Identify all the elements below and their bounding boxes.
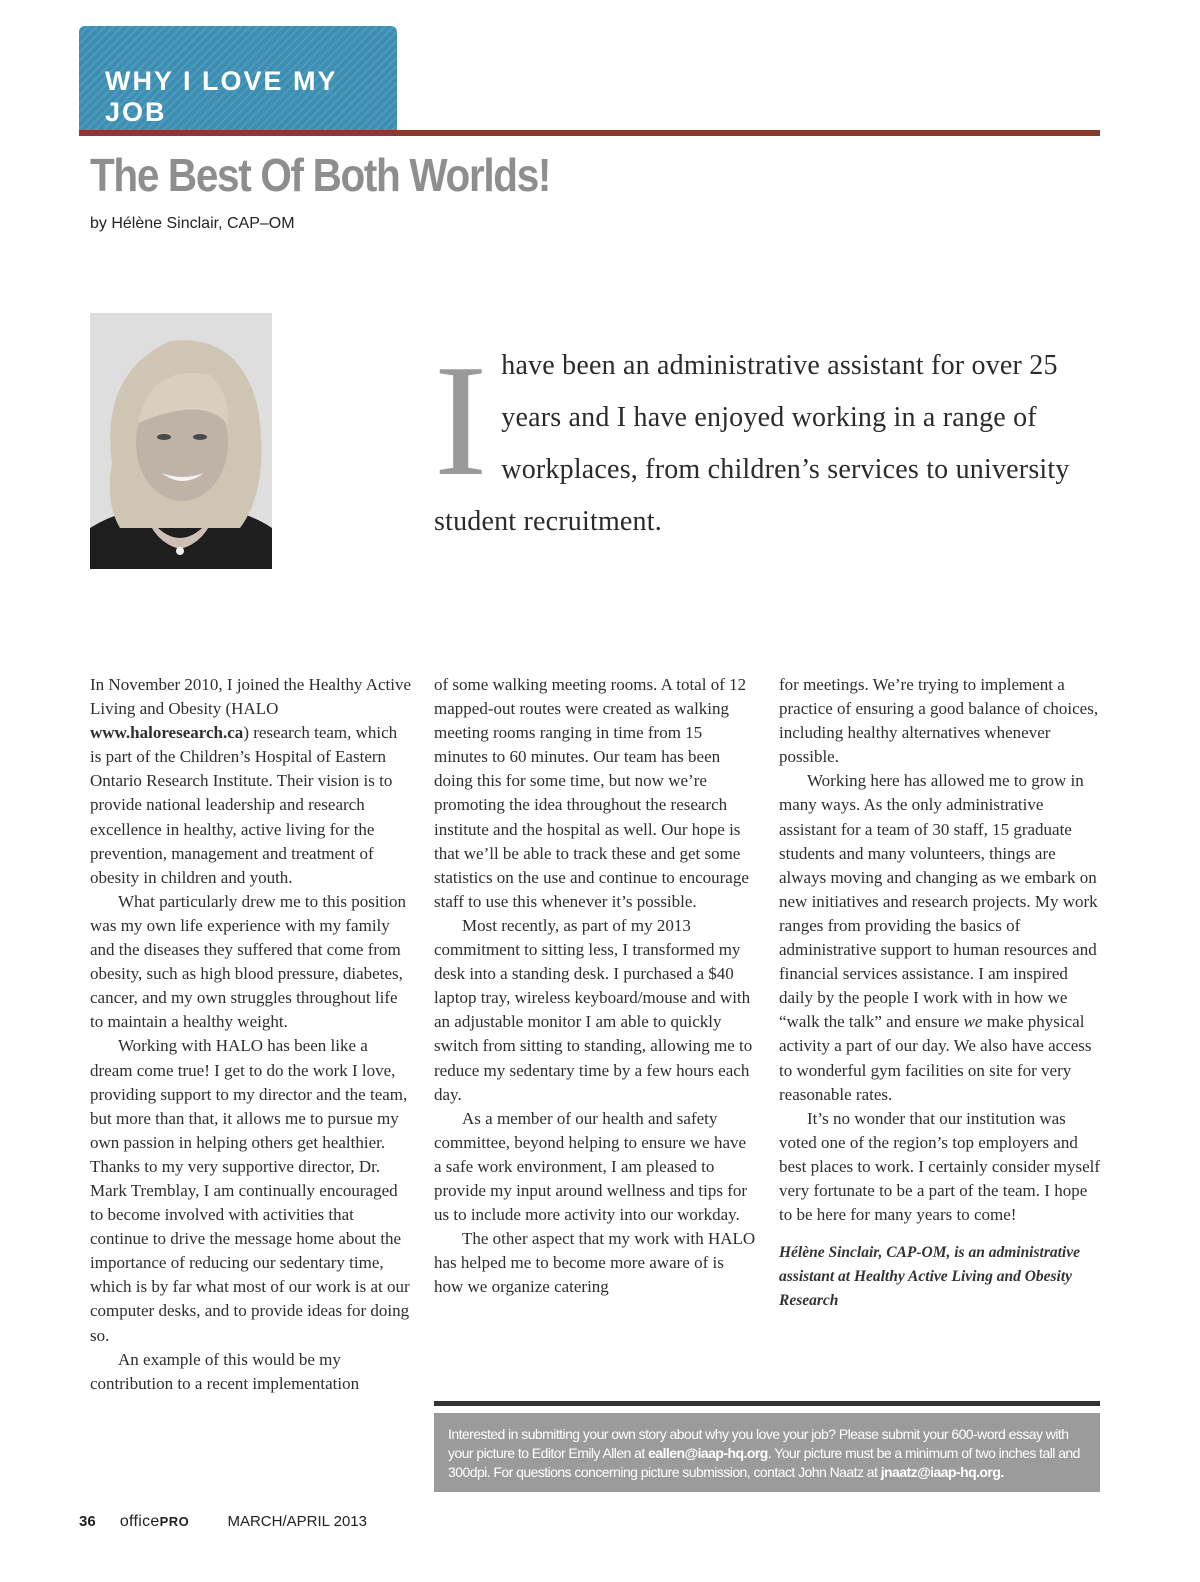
paragraph: for meetings. We’re trying to implement a practice of ensuring a good balance of choices, including healthy alternatives whenever possible. <box>779 675 1099 767</box>
contact-email-link[interactable]: jnaatz@iaap-hq.org. <box>880 1464 1004 1480</box>
callout-rule <box>434 1401 1100 1406</box>
paragraph: What particularly drew me to this position was my own life experience with my family and the diseases they suffered that come from obesity, such as high blood pressure, diabetes, cancer, and my own struggles throughout life to maintain a healthy weight. <box>90 891 406 1032</box>
drop-cap: I <box>434 331 488 509</box>
section-tab <box>79 26 397 130</box>
header-rule <box>79 130 1100 136</box>
page-footer <box>79 1513 367 1531</box>
issue-date: MARCH/APRIL 2013 <box>227 1513 367 1530</box>
paragraph: Working here has allowed me to grow in many ways. As the only administrative assistant for a team of 30 staff, 15 graduate students and many volunteers, things are always moving and changing as we embark on new initiatives and research projects. My work ranges from providing the basics of administrative support to human resources and financial services assistance. I am inspired daily by the people I work with in how we “walk the talk” and ensure we make physical activity a part of our day. We also have access to wonderful gym facilities on site for very reasonable rates. <box>779 771 1098 1104</box>
paragraph: Most recently, as part of my 2013 commitment to sitting less, I transformed my desk into a standing desk. I purchased a $40 laptop tray, wireless keyboard/mouse and with an adjustable monitor I am able to quickly switch from sitting to standing, allowing me to reduce my sedentary time by a few hours each day. <box>434 915 753 1104</box>
submission-callout <box>434 1413 1100 1492</box>
page-number: 36 <box>79 1513 96 1530</box>
paragraph: In November 2010, I joined the Healthy Active Living and Obesity (HALO www.haloresearch.ca) research team, which is part of the Children’s Hospital of Eastern Ontario Research Institute. Their vision is to provide national leadership and research excellence in healthy, active living for the prevention, management and treatment of obesity in children and youth. <box>90 675 412 887</box>
author-photo <box>90 313 272 569</box>
editor-email-link[interactable]: eallen@iaap-hq.org <box>648 1445 768 1461</box>
paragraph: The other aspect that my work with HALO has helped me to become more aware of is how we organize catering <box>434 1229 756 1297</box>
article-title: The Best Of Both Worlds! <box>90 149 551 201</box>
paragraph: As a member of our health and safety committee, beyond helping to ensure we have a safe work environment, I am pleased to provide my input around wellness and tips for us to include more activity into our workday. <box>434 1108 748 1225</box>
website-link[interactable]: www.haloresearch.ca <box>90 723 244 743</box>
paragraph: It’s no wonder that our institution was voted one of the region’s top employers and best places to work. I certainly consider myself very fortunate to be a part of the team. I hope to be here for many years to come! <box>779 1108 1101 1225</box>
magazine-name: officePRO <box>119 1513 190 1530</box>
paragraph: An example of this would be my contribution to a recent implementation <box>90 1349 360 1393</box>
paragraph: Working with HALO has been like a dream come true! I get to do the work I love, providing support to my director and the team, but more than that, it allows me to pursue my own passion in helping others get healthier. Thanks to my very supportive director, Dr. Mark Tremblay, I am continually encouraged to become involved with activities that continue to drive the message home about the importance of reducing our sedentary time, which is by far what most of our work is at our computer desks, and to provide ideas for doing so. <box>90 1036 410 1345</box>
column-1 <box>90 673 412 1396</box>
paragraph: of some walking meeting rooms. A total of 12 mapped-out routes were created as walking meeting rooms ranging in time from 15 minutes to 60 minutes. Our team has been doing this for some time, but now we’re promoting the idea throughout the research institute and the hospital as well. Our hope is that we’ll be able to track these and get some statistics on the use and continue to encourage staff to use this whenever it’s possible. <box>434 675 749 911</box>
column-3 <box>779 673 1101 1313</box>
column-2 <box>434 673 756 1299</box>
callout-text: Interested in submitting your own story about why you love your job? Please submit your 600-word essay with your picture to Editor Emily Allen at eallen@iaap-hq.org. Your picture must be a minimum of two inches tall and 300dpi. For questions concerning picture submission, contact John Naatz at jnaatz@iaap-hq.org. <box>448 1426 1080 1480</box>
byline: by Hélène Sinclair, CAP–OM <box>90 215 295 232</box>
author-bio: Hélène Sinclair, CAP-OM, is an administrative assistant at Healthy Active Living and Obesity Research <box>779 1244 1080 1310</box>
intro-text: have been an administrative assistant for over 25 years and I have enjoyed working in a range of workplaces, from children’s services to university student recruitment. <box>434 350 1070 537</box>
section-label: WHY I LOVE MY JOB <box>105 66 338 127</box>
intro-quote <box>434 331 1102 548</box>
